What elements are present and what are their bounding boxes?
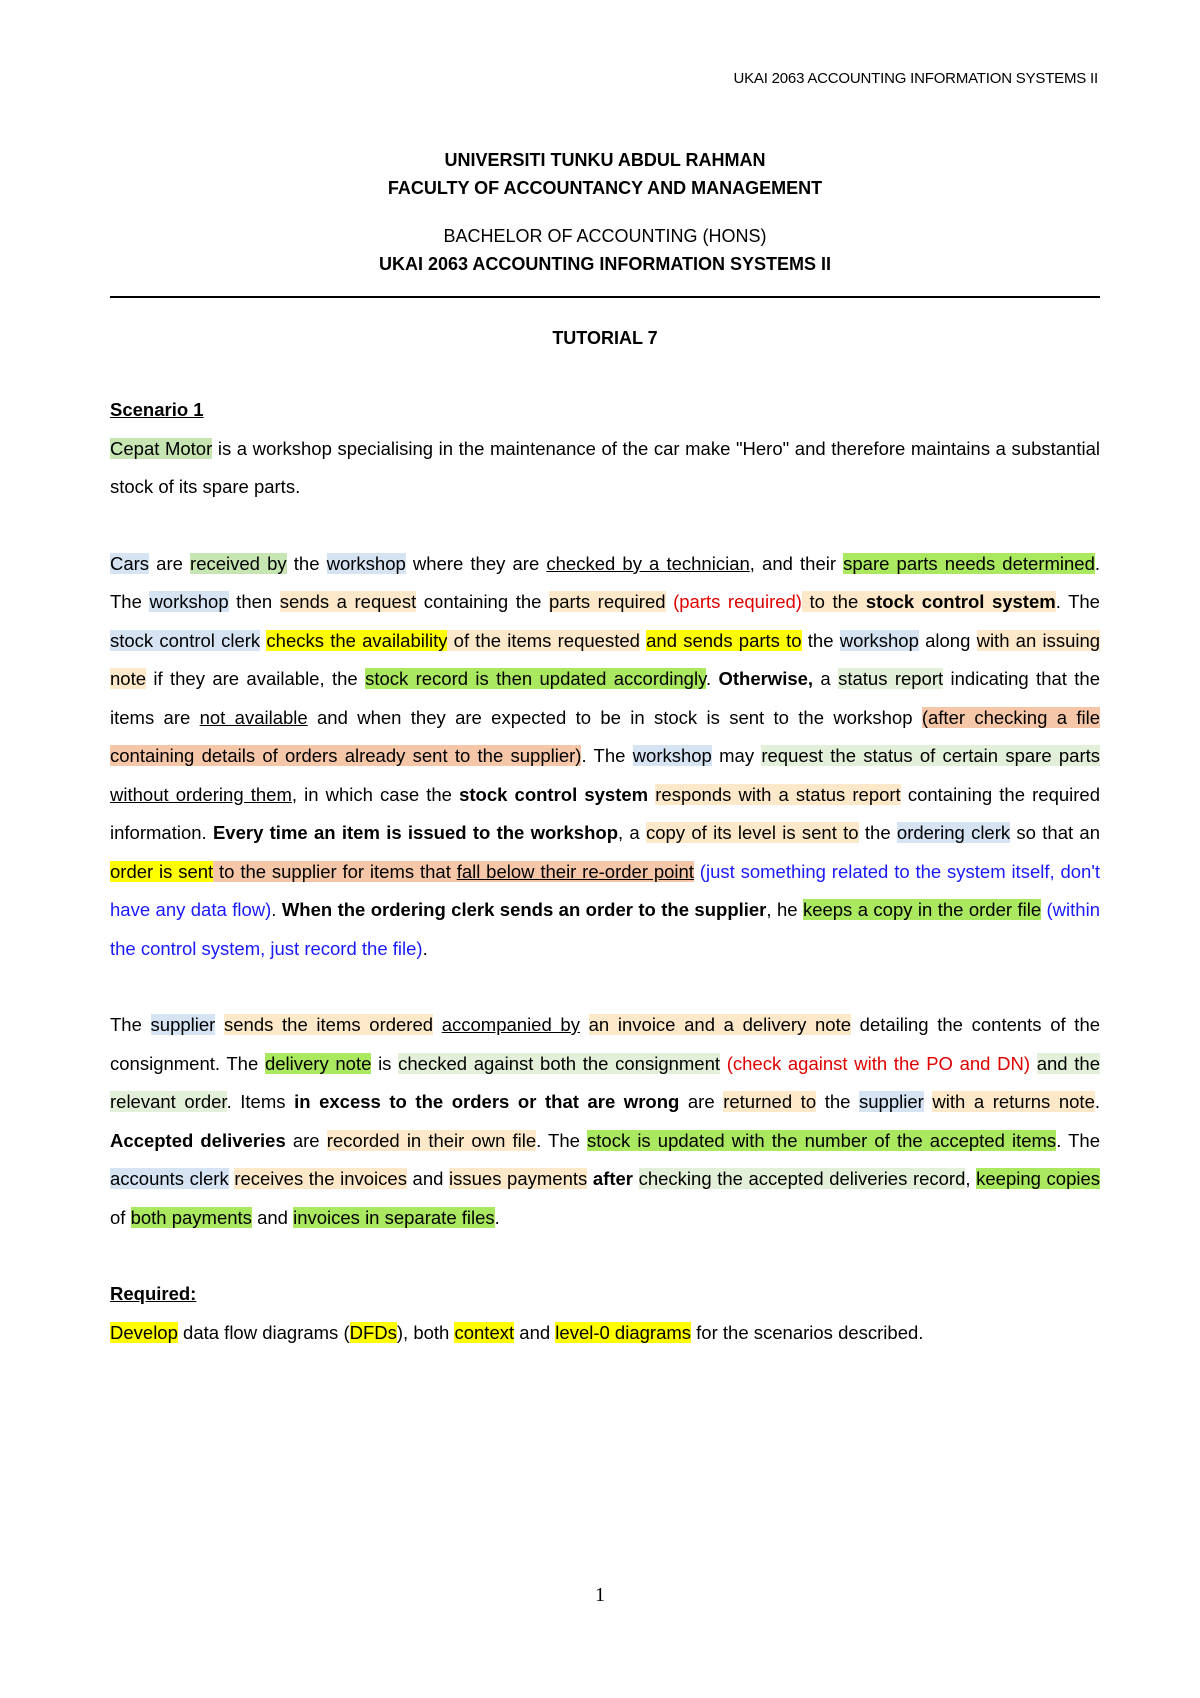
required-heading (110, 1275, 1100, 1314)
text-run: , and their (749, 552, 844, 574)
text-run: . The (110, 552, 1101, 612)
text-run (633, 1168, 639, 1189)
styled-text-run: spare parts needs determined (843, 552, 1095, 574)
text-run: along (918, 629, 977, 651)
text-run: the (286, 552, 327, 574)
styled-text-run: workshop (839, 629, 919, 651)
text-run: if they are available, the (146, 668, 366, 689)
styled-text-run: stock control system (459, 783, 649, 805)
styled-text-run: to the supplier for items that (213, 860, 457, 882)
styled-text-run: with a returns note (932, 1091, 1095, 1112)
text-run: containing the (416, 591, 549, 612)
styled-text-run: checks the availability (266, 629, 448, 651)
text-run: . (705, 668, 719, 689)
styled-text-run: workshop (326, 552, 406, 574)
scenario-heading-text: Scenario 1 (110, 399, 204, 420)
text-run (215, 1014, 224, 1035)
text-run: . Items (226, 1091, 295, 1112)
styled-text-run: checked by a technician (546, 552, 750, 574)
styled-text-run: request the status of certain spare parts (761, 745, 1101, 766)
styled-text-run: issues payments (449, 1168, 588, 1189)
styled-text-run: not available (199, 706, 308, 728)
styled-text-run: both payments (130, 1206, 252, 1228)
faculty-name: FACULTY OF ACCOUNTANCY AND MANAGEMENT (387, 178, 823, 198)
styled-text-run: sends the items ordered (224, 1014, 434, 1035)
text-run: containing the required information. (110, 783, 1100, 843)
styled-text-run: parts required (548, 591, 666, 612)
text-run: . (1094, 1091, 1101, 1112)
styled-text-run: context (454, 1321, 515, 1343)
text-run: , in which case the (291, 783, 460, 805)
text-run: and (251, 1206, 294, 1228)
text-run: detailing the contents of the consignment. The (110, 1014, 1101, 1074)
text-run: . The (1056, 1129, 1100, 1151)
text-run: , he (766, 899, 803, 920)
styled-text-run: status report (838, 668, 944, 689)
text-run: so that an (1010, 822, 1100, 843)
styled-text-run: returned to (723, 1091, 817, 1112)
styled-text-run: fall below their re-order point (456, 860, 694, 882)
styled-text-run: stock control system (865, 591, 1056, 612)
horizontal-rule (110, 296, 1100, 298)
styled-text-run: with an issuing note (110, 629, 1101, 689)
text-run: indicating that the items are (110, 668, 1100, 728)
styled-text-run: checked against both the consignment (398, 1052, 721, 1074)
paragraph (110, 545, 1100, 969)
styled-text-run: (check against with the PO and DN) (720, 1052, 1031, 1074)
styled-text-run: Cepat Motor (110, 437, 213, 459)
styled-text-run: receives the invoices (234, 1168, 407, 1189)
programme-name: BACHELOR OF ACCOUNTING (HONS) (443, 226, 767, 246)
text-run: the (858, 822, 897, 843)
document-body (110, 391, 1100, 1352)
tutorial-title: TUTORIAL 7 (552, 328, 658, 348)
running-header: UKAI 2063 ACCOUNTING INFORMATION SYSTEMS II (733, 70, 1098, 87)
styled-text-run: Develop (110, 1321, 178, 1343)
styled-text-run: (within the control system, just record the file) (110, 899, 1100, 959)
styled-text-run: an invoice and a delivery note (588, 1014, 852, 1035)
styled-text-run: invoices in separate files (293, 1206, 495, 1228)
text-run (1030, 1053, 1037, 1074)
page-number: 1 (595, 1584, 605, 1606)
text-run: . The (536, 1129, 588, 1151)
text-run: may (711, 745, 762, 766)
styled-text-run: delivery note (264, 1052, 372, 1074)
styled-text-run: DFDs (349, 1321, 397, 1343)
text-run: for the scenarios described. (691, 1321, 924, 1343)
text-run: the (816, 1091, 859, 1112)
text-run: . (271, 899, 282, 920)
styled-text-run: accounts clerk (110, 1168, 229, 1189)
styled-text-run: in excess to the orders or that are wrong (294, 1091, 680, 1112)
text-run: are (285, 1129, 327, 1151)
styled-text-run: and sends parts to (646, 629, 802, 651)
styled-text-run: stock record is then updated accordingly (365, 668, 706, 689)
styled-text-run: workshop (632, 745, 712, 766)
text-run: are (679, 1091, 724, 1112)
text-run: are (149, 552, 191, 574)
text-run (580, 1014, 589, 1035)
styled-text-run: and the relevant order (110, 1052, 1101, 1112)
styled-text-run: (after checking a file containing details of orders already sent to the supplier) (110, 706, 1100, 766)
course-title: UKAI 2063 ACCOUNTING INFORMATION SYSTEMS II (378, 254, 832, 274)
text-run: and when they are expected to be in stock is sent to the workshop (307, 706, 922, 728)
text-run: . The (581, 745, 633, 766)
title-block (110, 146, 1100, 278)
text-run: where they are (405, 552, 547, 574)
styled-text-run: to the (801, 591, 866, 612)
styled-text-run: Otherwise, (718, 668, 814, 689)
styled-text-run: of the items requested (447, 629, 640, 651)
styled-text-run: supplier (150, 1014, 216, 1035)
text-run: is (371, 1052, 399, 1074)
text-run: , a (618, 822, 647, 843)
paragraph (110, 430, 1100, 507)
text-run: data flow diagrams ( (177, 1321, 350, 1343)
styled-text-run: without ordering them (110, 783, 292, 805)
text-run: ), both (396, 1321, 455, 1343)
text-run: and (514, 1321, 556, 1343)
styled-text-run: workshop (149, 591, 229, 612)
text-run: the (801, 629, 840, 651)
required-heading-text: Required: (110, 1283, 197, 1304)
styled-text-run: recorded in their own file (326, 1129, 537, 1151)
text-run: The (110, 1014, 151, 1035)
text-run: . The (1055, 591, 1100, 612)
styled-text-run: When the ordering clerk sends an order to the supplier (281, 899, 767, 920)
university-name: UNIVERSITI TUNKU ABDUL RAHMAN (444, 150, 766, 170)
styled-text-run: copy of its level is sent to (646, 822, 859, 843)
styled-text-run: checking the accepted deliveries record (638, 1168, 966, 1189)
styled-text-run: sends a request (279, 591, 417, 612)
styled-text-run: ordering clerk (896, 822, 1011, 843)
text-run: , (965, 1168, 977, 1189)
styled-text-run: supplier (859, 1091, 924, 1112)
styled-text-run: Every time an item is issued to the workshop (212, 822, 618, 843)
text-run: then (228, 591, 280, 612)
styled-text-run: Accepted deliveries (110, 1129, 286, 1151)
text-run: of (110, 1206, 131, 1228)
styled-text-run: accompanied by (441, 1014, 580, 1035)
text-run: . (422, 937, 428, 959)
styled-text-run: stock control clerk (110, 629, 261, 651)
required-text (110, 1314, 1100, 1353)
title-spacer (110, 202, 1100, 222)
styled-text-run: received by (190, 552, 287, 574)
text-run: and (406, 1168, 450, 1189)
text-run: a (813, 668, 839, 689)
text-run: . (494, 1206, 500, 1228)
paragraph (110, 1006, 1100, 1237)
styled-text-run: level-0 diagrams (555, 1321, 692, 1343)
scenario-heading (110, 391, 1100, 430)
text-run: is a workshop specialising in the maintenance of the car make "Hero" and therefore maintains a substantial stock of its spare parts. (110, 437, 1100, 497)
styled-text-run: order is sent (110, 860, 214, 882)
text-run (433, 1014, 442, 1035)
styled-text-run: (parts required) (665, 591, 802, 612)
styled-text-run: responds with a status report (655, 783, 901, 805)
styled-text-run: (just something related to the system itself, don't have any data flow) (110, 860, 1101, 920)
styled-text-run: keeps a copy in the order file (802, 899, 1042, 920)
styled-text-run: after (592, 1168, 633, 1189)
styled-text-run: Cars (110, 552, 150, 574)
styled-text-run: keeping copies (976, 1168, 1101, 1189)
styled-text-run: stock is updated with the number of the accepted items (587, 1129, 1057, 1151)
